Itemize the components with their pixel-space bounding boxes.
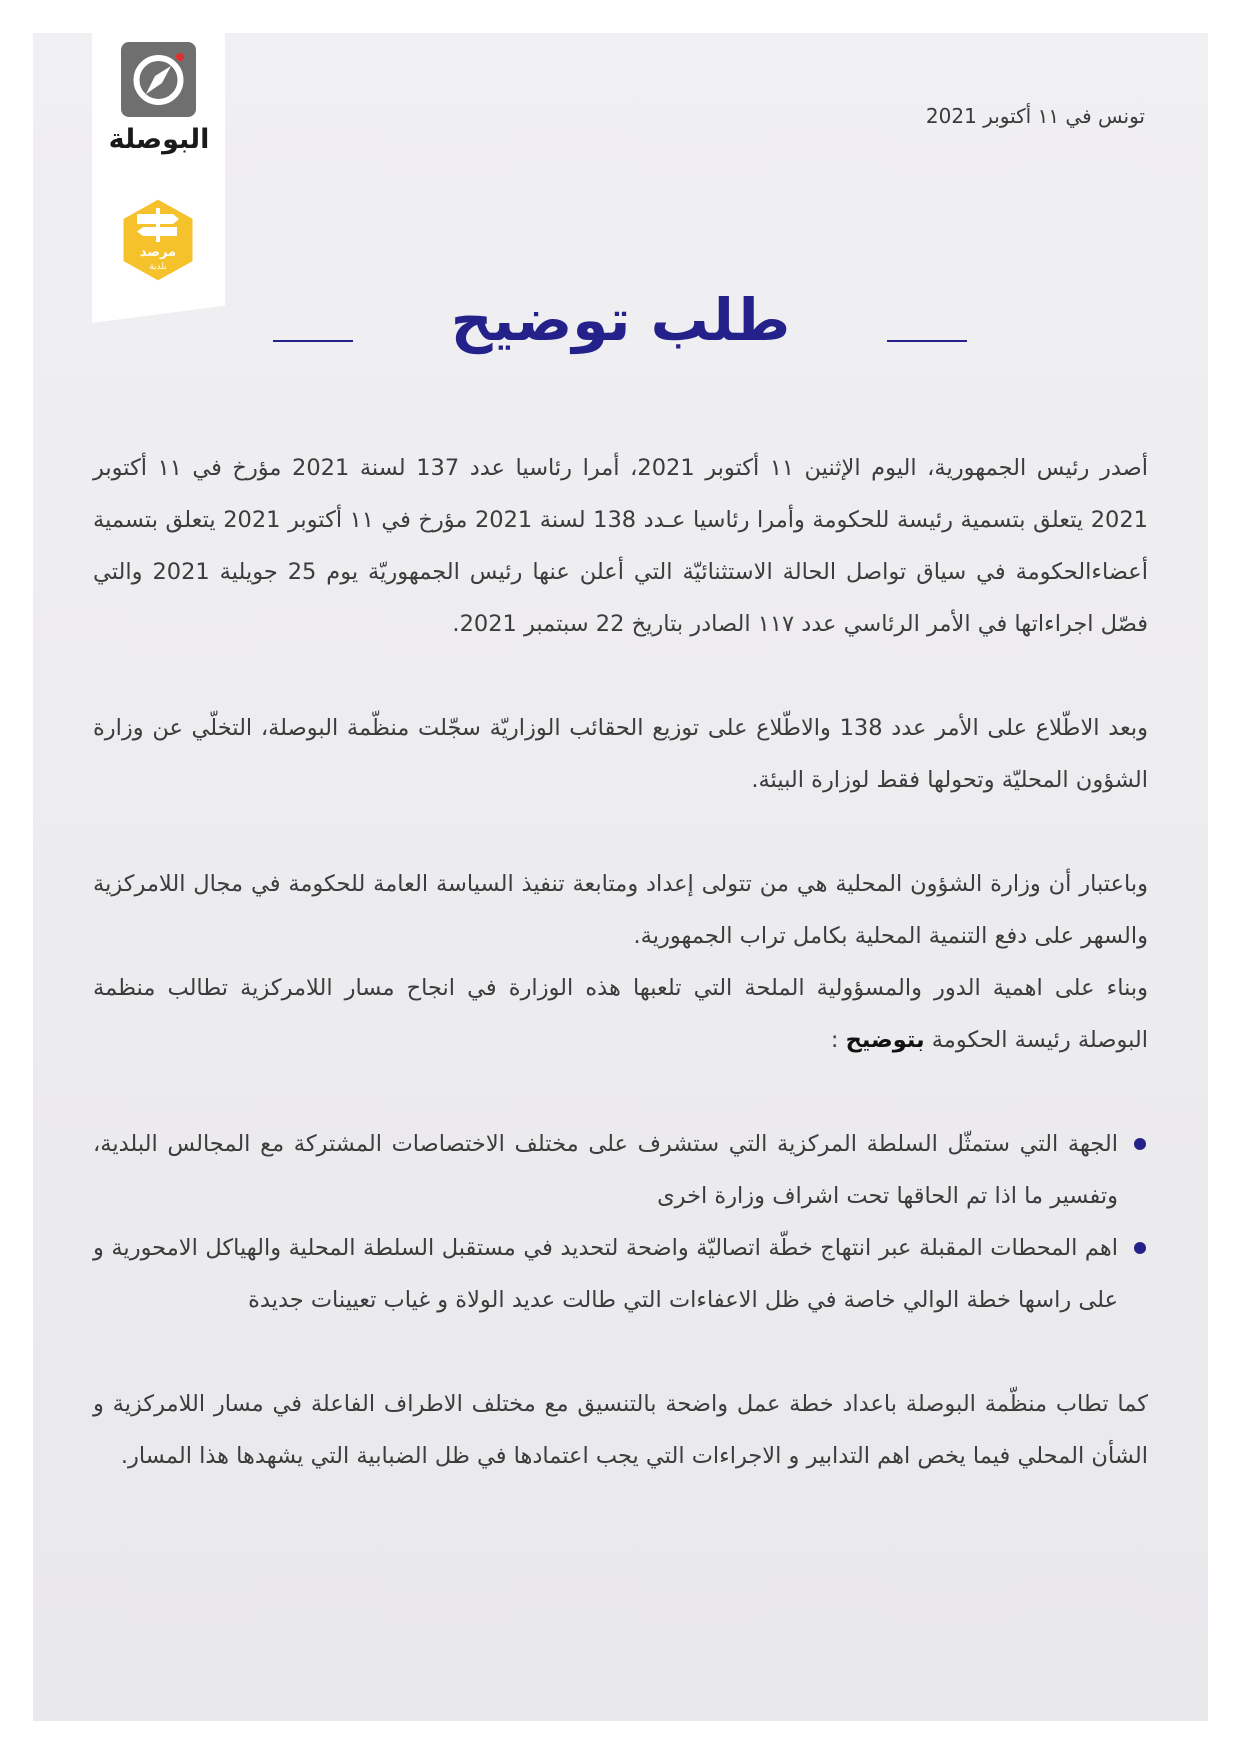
demands-list: [93, 1118, 1148, 1326]
compass-logo: [121, 42, 196, 117]
paragraph-5: كما تطاب منظّمة البوصلة باعداد خطة عمل واضحة بالتنسيق مع مختلف الاطراف الفاعلة في مسار اللامركزية و الشأن المحلي فيما يخص اهم التدابير و الاجراءات التي يجب اعتمادها في ظل الضبابية التي يشهدها هذا المسار.: [93, 1391, 1148, 1469]
logo-wordmark: البوصلة: [108, 124, 210, 155]
paragraph-4: [93, 962, 1148, 1066]
paragraph-3: وباعتبار أن وزارة الشؤون المحلية هي من تتولى إعداد ومتابعة تنفيذ السياسة العامة للحكومة في مجال اللامركزية والسهر على دفع التنمية المحلية بكامل تراب الجمهورية.: [93, 871, 1148, 949]
title-rule-left: [273, 340, 353, 342]
list-item: الجهة التي ستمثّل السلطة المركزية التي ستشرف على مختلف الاختصاصات المشتركة مع المجالس البلدية، وتفسير ما اذا تم الحاقها تحت اشراف وزارة اخرى: [93, 1118, 1118, 1222]
paragraph-4-text: وبناء على اهمية الدور والمسؤولية الملحة التي تلعبها هذه الوزارة في انجاح مسار اللامركزية تطالب منظمة البوصلة رئيسة الحكومة: [93, 975, 1148, 1053]
compass-icon: [121, 42, 196, 117]
paragraph-2: وبعد الاطّلاع على الأمر عدد 138 والاطّلاع على توزيع الحقائب الوزاريّة سجّلت منظّمة البوصلة، التخلّي عن وزارة الشؤون المحليّة وتحولها فقط لوزارة البيئة.: [93, 715, 1148, 793]
badge-label-1: مرصد: [139, 245, 177, 260]
paragraph-1: أصدر رئيس الجمهورية، اليوم الإثنين ١١ أكتوبر 2021، أمرا رئاسيا عدد 137 لسنة 2021 مؤرخ في ١١ أكتوبر 2021 يتعلق بتسمية رئيسة للحكومة وأمرا رئاسيا عـدد 138 لسنة 2021 مؤرخ في ١١ أكتوبر 2021 يتعلق بتسمية أعضاءالحكومة في سياق تواصل الحالة الاستثنائيّة التي أعلن عنها رئيس الجمهوريّة يوم 25 جويلية 2021 والتي فصّل اجراءاتها في الأمر الرئاسي عدد ١١٧ الصادر بتاريخ 22 سبتمبر 2021.: [93, 455, 1148, 637]
badge-label-2: بلدية: [149, 262, 167, 272]
paragraph-4-bold: بتوضيح: [845, 1027, 925, 1053]
list-item: اهم المحطات المقبلة عبر انتهاج خطّة اتصاليّة واضحة لتحديد في مستقبل السلطة المحلية والهياكل الامحورية و على راسها خطة الوالي خاصة في ظل الاعفاءات التي طالت عديد الولاة و غياب تعيينات جديدة: [93, 1222, 1118, 1326]
signpost-badge: [119, 196, 197, 284]
paragraph-4-end: :: [830, 1027, 846, 1053]
page-title: طلب توضيح: [450, 286, 791, 354]
document-date: تونس في ١١ أكتوبر 2021: [925, 104, 1145, 128]
letter-body: [93, 442, 1148, 1534]
